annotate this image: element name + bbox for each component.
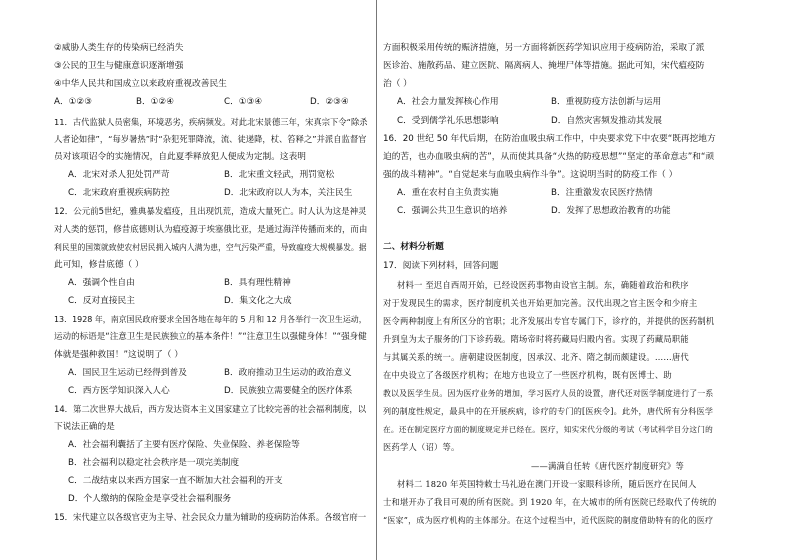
q12-option-b: B．具有理性精神 — [224, 278, 291, 288]
q12-option-d: D．集文化之大成 — [224, 296, 292, 306]
q14-option-c: C．二战结束以来西方国家一直不断加大社会福利的开支 — [68, 476, 283, 486]
q15-option-a: A．社会力量发挥核心作用 — [397, 97, 499, 107]
section-title: 二、材料分析题 — [383, 242, 444, 252]
q16-option-d: D．发挥了思想政治教育的功能 — [551, 206, 671, 216]
material1-line: 医令两种制度上有所区分的官职；北齐发展出专官专属门下，诊疗的，并提供的医药制机 — [383, 316, 715, 326]
q13-line: 13．1928 年，南京国民政府要求全国各地在每年的 5 月和 12 月各举行一次卫生运动， — [54, 315, 367, 324]
material1-source: ——满满自任转《唐代医疗制度研究》等 — [531, 461, 684, 471]
q15-option-c: C．受到儒学礼乐思想影响 — [397, 116, 499, 126]
q10-option-c: C．①③④ — [224, 97, 263, 107]
q12-line: 对人类的惩罚，修昔底德则认为瘟疫源于埃塞俄比亚，是通过海洋传播而来的，而由 — [54, 224, 368, 234]
q17-title: 17．阅读下列材料，回答问题 — [383, 261, 499, 271]
q13-line: 运动的标语是“注意卫生是民族独立的基本条件！”“注意卫生以强健身体！”“强身健 — [54, 332, 367, 342]
material1-line: 材料一 至迟自西周开始，已经设医药事物由设官主制。东，确随着政治和秩序 — [397, 280, 689, 290]
material1-line: 升到皇为太子服务的门下诊药载。隋场帝时将药藏局归殿内省。实现了药藏局职能 — [383, 334, 689, 344]
q14-option-b: B．社会福利以稳定社会秩序是一项完美制度 — [68, 458, 240, 468]
q12-line: 利民里的国策就致使农村居民拥入城内人满为患，空气污染严重，导致瘟疫大规模暴发。据 — [54, 243, 367, 252]
q11-option-c: C．北宋政府重视疾病防控 — [68, 188, 170, 198]
material1-line: 在中央设立了各级医疗机构；在地方也设立了一些医疗机构，既有医博士、助 — [383, 370, 672, 380]
q15-cont-line: 治（ ） — [383, 79, 412, 89]
q14-option-d: D．个人缴纳的保险金是享受社会福利服务 — [68, 494, 232, 504]
q11-line: 员对该项诏令的实施情况，自此夏季释放犯人便成为定制。这表明 — [54, 152, 306, 162]
material1-line: 列的制度性规定，最具中的在开展疾病，诊疗的专门的[医疾令]。此外，唐代所有分科医学 — [383, 406, 714, 416]
q15-cont-line: 方面积极采用传统的赈济措施，另一方面将新医药学知识应用于疫病防治，采取了派 — [383, 43, 705, 53]
q10-option-b: B．①②④ — [136, 97, 175, 107]
column-divider — [376, 0, 377, 560]
q13-option-c: C．西方医学知识深入人心 — [68, 386, 170, 396]
q12-line: 此可知，修昔底德（ ） — [54, 260, 144, 270]
material1-line: 教以及医学生员。因为医疗业务的增加，学习医疗人员的设置，唐代还对医学制度进行了一系 — [383, 389, 714, 398]
material1-line: 医药学人（诏）等。 — [383, 442, 460, 452]
q11-option-a: A．北宋对杀人犯处罚严苛 — [68, 170, 170, 180]
q15-line: 15．宋代建立以各级官吏为主导、社会民众力量为辅助的疫病防治体系。各级官府一 — [54, 512, 367, 522]
q11-option-b: B．北宋重文轻武，刑罚宽松 — [224, 170, 335, 180]
q11-line: 人者论如律”，“每岁暑热”时“杂犯死罪降流，流、徒递降，杖、笞释之”并派自监督官 — [54, 134, 367, 144]
q16-option-a: A．重在农村自主负责实施 — [397, 188, 499, 198]
q13-option-d: D．民族独立需要健全的医疗体系 — [224, 386, 353, 396]
q14-line: 14．第二次世界大战后，西方发达资本主义国家建立了比较完善的社会福利制度，以 — [54, 404, 367, 414]
q16-option-b: B．注重激发农民医疗热情 — [551, 188, 653, 198]
material1-line: 与其属关系的统一。唐朝建设医制度，因承汉、北齐、隋之制而颇建设。……唐代 — [383, 352, 689, 362]
material2-line: 材料二 1820 年英国特敕士马礼逊在澳门开设一家眼科诊所，随后医疗在民间人 — [397, 479, 697, 489]
q14-line: 下说法正确的是 — [54, 422, 115, 432]
material2-line: 士和堪开办了我目可观的所有医院。到 1920 年，在大城市的所有医院已经取代了传统的 — [383, 497, 717, 507]
q11-line: 11．古代监狱人员密集，环境恶劣，疾病频发。对此北宋景德三年，宋真宗下令“除杀 — [54, 117, 368, 127]
q12-line: 12．公元前5世纪，雅典暴发瘟疫，且出现饥荒，造成大量死亡。时人认为这是神灵 — [54, 206, 367, 216]
material1-line: 对于发现民生的需求，医疗制度机关也开始更加完善。汉代出现之官主医令和少府主 — [383, 298, 698, 308]
q16-line: 强的战斗精神”。“自觉起来与血吸虫病作斗争”。这说明当时的防疫工作（ ） — [383, 170, 678, 180]
q13-option-a: A．国民卫生运动已经得到普及 — [68, 368, 187, 378]
q10-option-d: D．②③④ — [310, 97, 349, 107]
q10-item-2: ②威胁人类生存的传染病已经消失 — [54, 43, 184, 53]
q15-option-d: D．自然灾害频发推动其发展 — [551, 116, 662, 126]
material1-line: 在。还在制定医疗方面的制度规定并已经在。医疗，知实宋代分级的考试（考试科学目分这门的 — [383, 425, 713, 434]
q10-item-4: ④中华人民共和国成立以来政府重视改善民生 — [54, 79, 227, 89]
q13-line: 体就是强种救国！”这说明了（ ） — [54, 350, 183, 360]
q16-line: 迫的苦，也办血吸虫病的苦”，从而使其具备“火热的防疫思想”“坚定的革命意志”和“顽 — [383, 152, 715, 162]
q16-option-c: C．强调公共卫生意识的培养 — [397, 206, 508, 216]
q15-cont-line: 医诊治、施散药品、建立医院、隔离病人、掩埋尸体等措施。据此可知，宋代瘟疫防 — [383, 61, 705, 71]
q16-line: 16．20 世纪 50 年代后期，在防治血吸虫病工作中，中央要求党下中农要“既再挖地方 — [383, 134, 716, 144]
q12-option-c: C．反对直接民主 — [68, 296, 135, 306]
q15-option-b: B．重视防疫方法创新与运用 — [551, 97, 662, 107]
q11-option-d: D．北宋政府以人为本，关注民生 — [224, 188, 353, 198]
q14-option-a: A．社会福利囊括了主要有医疗保险、失业保险、养老保险等 — [68, 440, 300, 450]
material2-line: “医家”，成为医疗机构的主体部分。在这个过程当中，近代医院的制度借助特有的化的医疗 — [383, 516, 714, 525]
q10-option-a: A．①②③ — [54, 97, 92, 107]
q13-option-b: B．政府推动卫生运动的政治意义 — [224, 368, 352, 378]
q10-item-3: ③公民的卫生与健康意识逐渐增强 — [54, 61, 184, 71]
q12-option-a: A．强调个性自由 — [68, 278, 135, 288]
